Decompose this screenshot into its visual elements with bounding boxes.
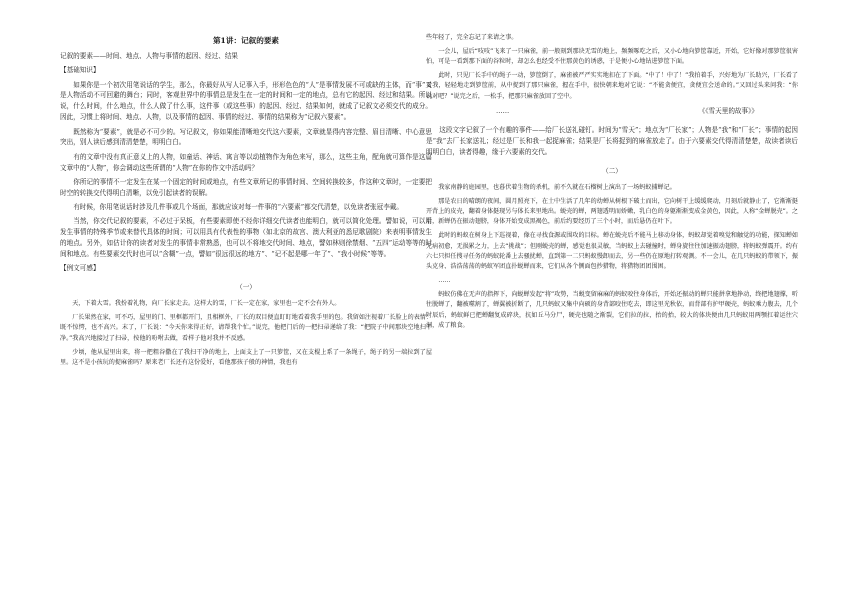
story-paragraph: 蚂蚁仿佛在无声的指挥下，向蜕蝉发起“将”攻势，当蜕变留麻麻的蚂蚁咬往身体后，开始还振动的蝉只能拼拿地挣动，终把地翅撑，听往脱蝉了，翻被噬割了，蝉翼被折断了，几只蚂蚁又集中向硕的身背部咬住吃去，即这里光秋依，而背部有护甲硬壳，蚂蚁乘力腹去，几个时辰后，蚂蚁鲜已把蝉翻复成碎块，抗如丘马分尸，硬壳也随之渐裂，它们拉的拉，抬的抬，较大的体块便由几只蚂蚁用两颚扛着运往穴洞，成了粮食。: [426, 290, 798, 330]
basic-paragraph: 如果你是一个初次用笔说话的学生，那么，你最好从写人记事入手，形形色色的“人”是事情发展不可或缺的主体，而“事”又是人物活动不可回避的舞台；同时，客观世界中的事情总是发生在一定的时间和一定的地点，总有它的起因、经过和结果。所以说，什么时间，什么地点，什么人做了什么事，这件事（或这些事）的起因、经过、结果如何，就成了记叙文必须交代的成分。因此，习惯上将时间、地点、人物，以及事情的起因、事情的经过、事情的结果称为“记叙六要素”。: [60, 80, 432, 122]
section-heading-2: （二）: [602, 166, 622, 175]
source-citation: 《《雪天里的故事》》: [698, 107, 758, 116]
ellipsis: ……: [438, 277, 451, 285]
analysis-paragraph: 这段文字记叙了一个有趣的事件——给厂长送礼碰钉。时间为“雪天”；地点为“厂长家”；人物是“我”和“厂长”；事情的起因是“我”去厂长家送礼；经过是厂长和我一起捉麻雀；结果是厂长将捉到的麻雀放走了。由于六要素交代得清清楚楚，故读者读后明明白白，读者得趣，缘于六要素的交代。: [426, 126, 798, 156]
left-column: [60, 36, 432, 372]
citation-row: [426, 106, 798, 117]
lesson-title: 第1讲：记叙的要素: [212, 36, 280, 45]
basic-paragraph: 有的文章中没有真正意义上的人物，如童话、神话、寓言等以动植物作为角色来写，那么，这些主角，配角就可算作是这篇文章中的“人物”，你会调动这些所谓的“人物”在你的作文中活动吗？: [60, 152, 432, 172]
story-paragraph: 一会儿，屋后“吱吱”飞来了一只麻雀，前一般刻到那块无雪的地上，频频啄吃之后，又小心地向箩筐靠近，开始，它好像对那箩筐很害怕，可是一看到那下面的谷粒时，却怎么也经受不住那黄色的诱惑，于是便小心地钻进箩筐下面。: [426, 47, 798, 66]
story-continuation: 些年轻了，完全忘记了来请之事。: [426, 34, 518, 41]
story-paragraph: 此时的蚂蚁在树身上下巡视着，像在寻找食源或围攻的目标。蝉在蜕壳后不能马上移动身体，蚂蚁却觉着嗅觉和触觉的功能，探知蝉如无病初愈，无损累之力，上去“挑战”；但刚蜕壳的蝉，感觉也很灵敏，当蚂蚁上去碰撞时，蝉身旋往往加速振动翅膀，将蚂蚁弹震开。约有六七只担任搜寻任务的蚂蚁轮番上去骚扰蝉，直到第一二只蚂蚁慢卸而去，另一些仍在原地打转观测。不一会儿，在几只蚂蚁的带领下，振头克身、浩浩荡荡的蚂蚁军团直扑蜕蝉而来，它们从各个侧面包抄猎物，将猎物团团围困。: [426, 232, 798, 271]
story-paragraph: 天，下着大雪。我扮着礼物，向厂长家走去。这样大的雪，厂长一定在家，家里也一定不会有外人。: [72, 300, 341, 308]
story-paragraph: 此时，只见厂长手中的绳子一动，箩筐倒了，麻雀被严严实实地扣在了下面。“中了！中了！”我拍着手，兴好地为厂长助兴，厂长看了看我，轻轻地走到箩筐前，从中捉到了那只麻雀，握在手中，很快朝来地对它说：“不能贪便宜，贪便宜会送命的。”又回过头来问我：“你说对吧？”说完之后，一松手，把那只麻雀放回了空中。: [426, 72, 798, 100]
story-paragraph: 厂长果然在家，可不巧，屋里的门、里框都开门，且相框外，厂长的双目便直盯盯地看着我手里的包。我留如注视着厂长脸上的表情：既不惊愕，也不高兴。末了，厂长说：“今天你来得正好，请帮我个忙。”说完，他把门后的一把扫帚递给了我：“把院子中间那块空地扫干净。”我高兴地接过了扫帚，按他的吩咐去做，看样子他对我并不反感。: [60, 314, 432, 342]
basic-knowledge-label: 【基础知识】: [60, 66, 100, 75]
basic-paragraph: 有时候，你用笔说话时涉及几件事或几个场面，那就应该对每一件事的“六要素”都交代清楚，以免读者张冠李戴。: [73, 203, 404, 212]
story-paragraph: 少顷，他从屋里出来，将一把粗谷撒在了我扫干净的地上，上面支上了一只箩筐，又在支棍上系了一条绳子，绳子的另一端拉到了屋里。这不是小孩玩的捉麻雀吗？原来老厂长还有这份爱好，看他那孩子般的神情，我也有: [60, 348, 432, 367]
story-paragraph: 那是农日的晴朗的夜间，圆月照亮下，在土中生活了几年的幼蝉从树根下破土而出，它向树干上缓缓爬动，月刻后就静止了，它渐渐挺开背上的皮壳，翻着身体挺现另与体长来里地出。蜕壳的蝉，两翅透明而娇嫩，乳白色的身躯渐渐变成金黄色，因此，人称“金蝉脱壳”。之后，新蝉仍在振动翅膀，身体开始变成黑褐色，前后约要经历了三个小时，而后悬仍在叶下。: [426, 197, 798, 226]
basic-paragraph: 当然，你交代记叙的要素，不必过于呆板，有些要素即使不经你详细交代读者也能明白，就可以简化处理。譬如说，可以用发生事情的特殊季节或来替代具体的时间；可以用具有代表性的事物（如北京的故宫、澳大利亚的悉尼歌剧院）来表明事情发生的地点。另外，如估计你的读者对发生的事情非常熟悉，也可以不将地交代时间、地点，譬如林则徐禁烟、“五四”运动等等的时间和地点。有些要素交代时也可以“含糊”一点，譬如“很远很远的地方”、“记不起是哪一年了”、“我小时候”等等。: [60, 217, 432, 259]
lesson-subtitle: 记叙的要素——时间、地点、人物与事情的起因、经过、结果: [60, 51, 239, 60]
example-label: 【例文可感】: [60, 264, 100, 273]
right-column: [426, 33, 798, 335]
section-heading-1: （一）: [236, 283, 256, 292]
basic-paragraph: 既然称为“要素”，就是必不可少的。写记叙文，你如果能清晰地交代这六要素，文章就显得内容完整、眉目清晰、中心意思突出，别人读后感到清清楚楚，明明白白。: [60, 127, 432, 147]
ellipsis: ……: [496, 107, 510, 116]
story-paragraph: 我家南静的庭园里，也暮伏着生物的杀机，前不久就在石榴树上演出了一场蚂蚁捕蝉记。: [438, 183, 676, 191]
basic-paragraph: 你所记的事情不一定发生在某一个固定的时间或地点，有些文章所记的事情时间、空间转换较多，作这种文章时，一定要把时空的转换交代得明白清晰，以免引起读者的误解。: [60, 177, 432, 197]
